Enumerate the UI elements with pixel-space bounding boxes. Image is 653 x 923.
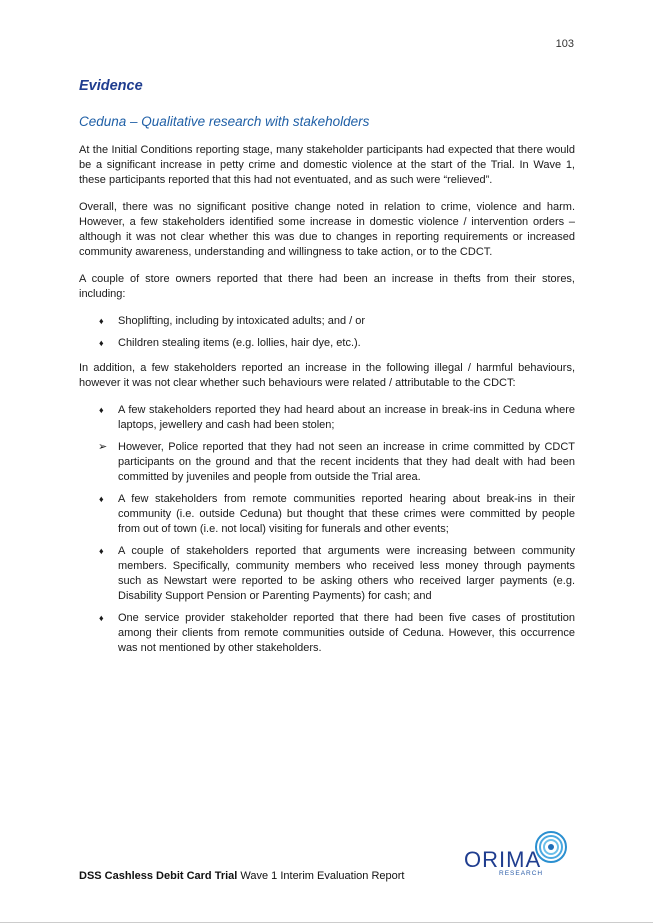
- list-item: [79, 403, 575, 433]
- list-item: [79, 314, 575, 329]
- theft-list: [79, 314, 575, 351]
- diamond-bullet-icon: ♦: [99, 316, 104, 326]
- list-item-text: A few stakeholders reported they had heard about an increase in break-ins in Ceduna where laptops, jewellery and cash had been stolen;: [118, 404, 575, 431]
- arrow-bullet-icon: ➢: [98, 441, 108, 453]
- list-item-text: One service provider stakeholder reported that there had been five cases of prostitution among their clients from remote communities outside of Ceduna. However, this occurrence was not mentioned by other stakeholders.: [118, 612, 575, 654]
- diamond-bullet-icon: ♦: [99, 405, 104, 415]
- footer-title-rest: Wave 1 Interim Evaluation Report: [237, 870, 405, 882]
- behaviours-list: [79, 403, 575, 656]
- orima-logo: [464, 830, 574, 880]
- logo-wordmark: ORIMA: [464, 847, 542, 872]
- page-footer: [79, 870, 404, 882]
- list-item: [79, 544, 575, 604]
- logo-subtitle: RESEARCH: [499, 870, 544, 877]
- list-item-text: However, Police reported that they had not seen an increase in crime committed by CDCT participants on the ground and that the recent incidents that they had dealt with had been committed by juveniles and people from outside the Trial area.: [118, 441, 575, 483]
- section-subheading: Ceduna – Qualitative research with stakeholders: [79, 114, 370, 129]
- paragraph: At the Initial Conditions reporting stage, many stakeholder participants had expected that there would be a significant increase in petty crime and domestic violence at the start of the Trial. In Wave 1, these participants reported that this had not eventuated, and as such were “relieved”.: [79, 144, 575, 186]
- diamond-bullet-icon: ♦: [99, 613, 104, 623]
- section-heading: Evidence: [79, 78, 143, 94]
- diamond-bullet-icon: ♦: [99, 338, 104, 348]
- list-item-text: Shoplifting, including by intoxicated adults; and / or: [118, 315, 366, 327]
- list-item: [79, 611, 575, 656]
- paragraph: Overall, there was no significant positive change noted in relation to crime, violence and harm. However, a few stakeholders identified some increase in domestic violence / intervention orders – although it was not clear whether this was due to changes in reporting requirements or increased community awareness, understanding and willingness to take action, or to the CDCT.: [79, 201, 575, 258]
- footer-title-bold: DSS Cashless Debit Card Trial: [79, 870, 238, 882]
- document-body: [79, 78, 575, 666]
- paragraph: In addition, a few stakeholders reported an increase in the following illegal / harmful behaviours, however it was not clear whether such behaviours were related / attributable to the CDCT:: [79, 362, 575, 389]
- list-item: [79, 492, 575, 537]
- list-item-text: A few stakeholders from remote communities reported hearing about break-ins in their community (i.e. outside Ceduna) but thought that these crimes were committed by people from out of town (i.e. not local) visiting for funerals and other events;: [118, 493, 575, 535]
- list-item: [79, 440, 575, 485]
- diamond-bullet-icon: ♦: [99, 494, 104, 504]
- list-item: [79, 336, 575, 351]
- list-item-text: A couple of stakeholders reported that arguments were increasing between community members. Specifically, community members who received less money through payments such as Newstart were reported to be asking others who received larger payments (e.g. Disability Support Pension or Parenting Payments) for cash; and: [118, 545, 575, 602]
- diamond-bullet-icon: ♦: [99, 546, 104, 556]
- page-number: 103: [555, 38, 574, 50]
- list-item-text: Children stealing items (e.g. lollies, hair dye, etc.).: [118, 337, 361, 349]
- paragraph: A couple of store owners reported that there had been an increase in thefts from their stores, including:: [79, 273, 575, 300]
